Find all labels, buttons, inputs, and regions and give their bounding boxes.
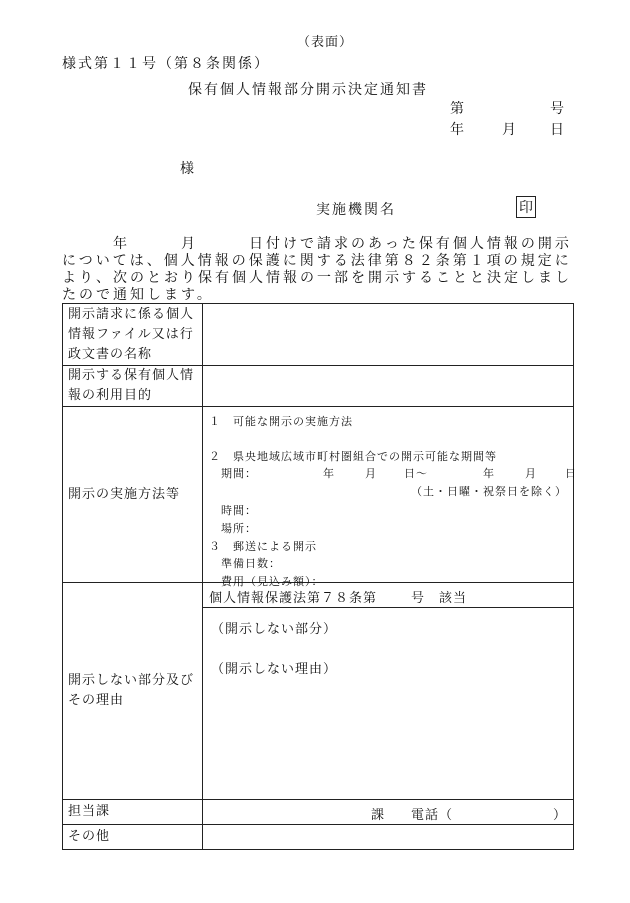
department-label: 担当課 xyxy=(63,800,203,825)
body-line: 年 月 日付けで請求のあった保有個人情報の開示 xyxy=(62,236,572,252)
non-disclosed-part-label: （開示しない部分） xyxy=(211,622,338,637)
table-row xyxy=(63,304,574,366)
section-suffix: 課 xyxy=(371,808,386,823)
date-year: 年 xyxy=(450,122,466,138)
body-line: については、個人情報の保護に関する法律第８２条第１項の規定に xyxy=(62,253,572,269)
document-title: 保有個人情報部分開示決定通知書 xyxy=(188,82,428,98)
method-option-3: ３ 郵送による開示 xyxy=(209,540,317,553)
other-value xyxy=(203,825,574,850)
notice-body xyxy=(62,236,572,304)
seal-mark: 印 xyxy=(516,196,536,218)
phone-label: 電話（ xyxy=(411,808,454,823)
purpose-value xyxy=(203,366,574,407)
date-day: 日 xyxy=(550,122,566,138)
place-label: 場所： xyxy=(221,522,257,535)
form-number: 様式第１１号（第８条関係） xyxy=(62,56,270,72)
period-month-1: 月 xyxy=(365,467,377,480)
addressee-suffix: 様 xyxy=(180,161,196,177)
excluded-days-note: （土・日曜・祝祭日を除く） xyxy=(411,485,567,498)
time-label: 時間： xyxy=(221,504,257,517)
date-month: 月 xyxy=(502,122,518,138)
agency-name-label: 実施機関名 xyxy=(316,202,396,218)
period-month-2: 月 xyxy=(525,467,537,480)
table-row xyxy=(63,407,574,583)
prep-days-label: 準備日数： xyxy=(221,557,281,570)
period-year-1: 年 xyxy=(323,467,335,480)
non-disclosed-reason-label: （開示しない理由） xyxy=(211,662,338,677)
file-name-value xyxy=(203,304,574,366)
phone-close: ） xyxy=(553,808,568,823)
table-row xyxy=(63,825,574,850)
law-clause-suffix: 号 該当 xyxy=(411,591,468,606)
notice-table xyxy=(62,303,577,850)
law-clause-line xyxy=(203,583,573,608)
method-label: 開示の実施方法等 xyxy=(63,407,203,583)
other-label: その他 xyxy=(63,825,203,850)
side-label: （表面） xyxy=(297,35,354,50)
method-cell xyxy=(203,407,577,588)
non-disclosure-cell xyxy=(203,583,574,800)
purpose-label: 開示する保有個人情報の利用目的 xyxy=(63,366,203,407)
table-row xyxy=(63,583,574,800)
number-prefix: 第 xyxy=(450,101,466,117)
law-clause-prefix: 個人情報保護法第７８条第 xyxy=(209,591,378,606)
body-line: たので通知します。 xyxy=(62,287,214,303)
period-day-1: 日～ xyxy=(404,467,428,480)
method-option-2: ２ 県央地域広域市町村圏組合での開示可能な期間等 xyxy=(209,450,497,463)
table-row xyxy=(63,366,574,407)
method-option-1: １ 可能な開示の実施方法 xyxy=(209,415,353,428)
body-line: より、次のとおり保有個人情報の一部を開示することと決定しまし xyxy=(62,270,572,286)
number-suffix: 号 xyxy=(550,101,566,117)
file-name-label: 開示請求に係る個人情報ファイル又は行政文書の名称 xyxy=(63,304,203,366)
non-disclosure-label: 開示しない部分及びその理由 xyxy=(63,583,203,800)
cost-label: 費用（見込み額）： xyxy=(221,575,324,588)
period-label: 期間： xyxy=(221,467,257,480)
period-year-2: 年 xyxy=(483,467,495,480)
table-row xyxy=(63,800,574,825)
department-cell xyxy=(203,800,574,825)
period-day-2: 日 xyxy=(565,467,577,480)
